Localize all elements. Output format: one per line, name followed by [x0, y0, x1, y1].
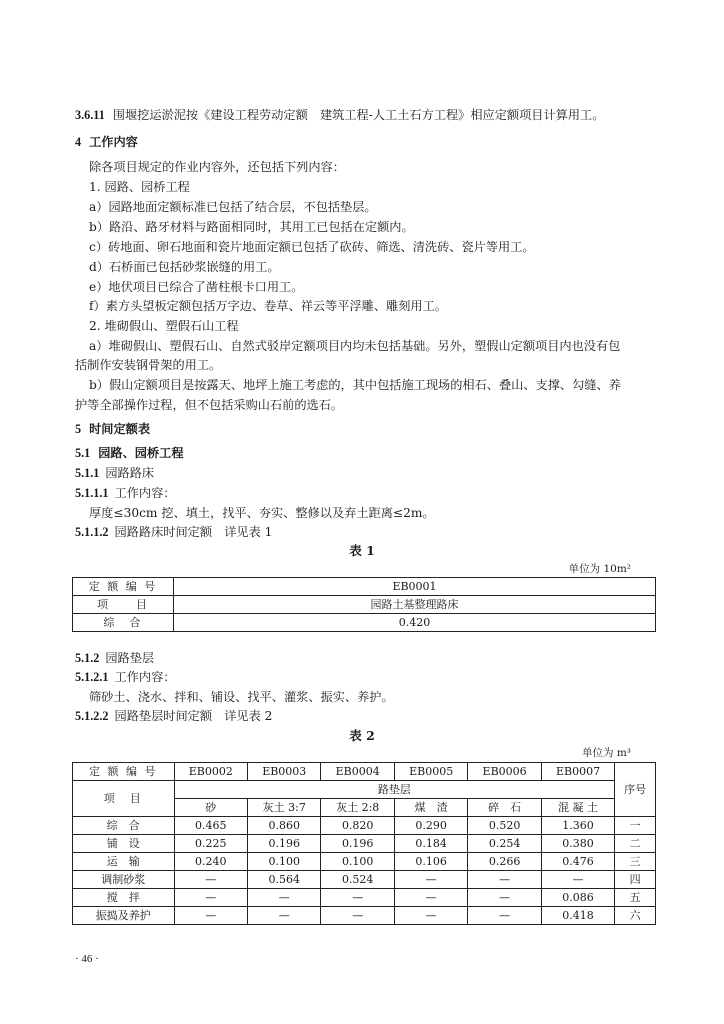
list-item-2a-line2: 括制作安装钢骨架的用工。: [75, 358, 222, 372]
table-row: [73, 853, 656, 871]
cell-value: 0.196: [321, 835, 394, 853]
row-seq: 四: [615, 871, 656, 889]
cell-value: 0.100: [248, 853, 321, 871]
table-2-code: EB0002: [174, 763, 247, 781]
section-title: 园路、园桥工程: [98, 446, 184, 460]
row-seq: 三: [615, 853, 656, 871]
cell-value: 0.465: [174, 817, 247, 835]
cell-value: 0.196: [248, 835, 321, 853]
cell-value: 0.524: [321, 871, 394, 889]
section-5-1-2-2-heading: [75, 708, 272, 724]
cell-value: 0.860: [248, 817, 321, 835]
clause-text: 围堰挖运淤泥按《建设工程劳动定额 建筑工程-人工土石方工程》相应定额项目计算用工。: [112, 108, 605, 122]
list-item-2b-line2: 护等全部操作过程，但不包括采购山石前的选石。: [75, 398, 344, 412]
table-1-caption: 表 1: [349, 543, 375, 558]
list-item-2a-line1: a）堆砌假山、塑假石山、自然式驳岸定额项目内均未包括基础。另外，塑假山定额项目内也没有包: [89, 339, 621, 353]
cell-value: —: [541, 871, 614, 889]
row-label: 搅 拌: [73, 889, 175, 907]
table-2-item-label: 项 目: [73, 781, 175, 817]
section-5-1-2-1-heading: [75, 669, 175, 685]
list-item-2: 2. 堆砌假山、塑假石山工程: [89, 319, 239, 333]
table-row: [73, 871, 656, 889]
section-5-heading: [75, 421, 150, 437]
cell-value: 0.418: [541, 907, 614, 925]
table-1-value: 园路土基整理路床: [174, 596, 656, 614]
cell-value: —: [468, 889, 541, 907]
cell-value: 0.380: [541, 835, 614, 853]
cell-value: 0.290: [394, 817, 467, 835]
section-4-heading: [75, 134, 138, 150]
section-title: 工作内容: [89, 135, 138, 149]
cell-value: —: [174, 907, 247, 925]
section-5-1-1-2-heading: [75, 524, 272, 540]
paragraph-5-1-2-1: 筛砂土、浇水、拌和、铺设、找平、灌浆、振实、养护。: [89, 690, 394, 704]
list-item-1e: e）地伏项目已综合了凿柱根卡口用工。: [89, 280, 304, 294]
table-2-code: EB0005: [394, 763, 467, 781]
clause-number: 3.6.11: [75, 108, 105, 122]
row-label: 综 合: [73, 817, 175, 835]
table-row: [73, 835, 656, 853]
paragraph-5-1-1-1: 厚度≤30cm 挖、填土，找平、夯实、整修以及弃土距离≤2m。: [89, 506, 435, 520]
cell-value: 0.564: [248, 871, 321, 889]
row-seq: 六: [615, 907, 656, 925]
section-5-1-1-heading: [75, 465, 154, 481]
cell-value: —: [394, 889, 467, 907]
table-row: [73, 817, 656, 835]
section-number: 5.1.2: [75, 651, 100, 665]
cell-value: 0.184: [394, 835, 467, 853]
list-item-1f: f）素方头望板定额包括万字边、卷草、祥云等平浮雕、雕刻用工。: [89, 299, 447, 313]
row-label: 调制砂浆: [73, 871, 175, 889]
cell-value: —: [468, 871, 541, 889]
table-2-material: 灰土 2:8: [321, 799, 394, 817]
cell-value: —: [248, 889, 321, 907]
table-row: [73, 614, 656, 632]
table-1-label: 综 合: [73, 614, 174, 632]
row-seq: 五: [615, 889, 656, 907]
table-2: [72, 762, 656, 925]
table-2-material: 砂: [174, 799, 247, 817]
table-row: [73, 889, 656, 907]
table-header-row: [73, 763, 656, 781]
table-row: [73, 578, 656, 596]
list-item-1b: b）路沿、路牙材料与路面相同时，其用工已包括在定额内。: [89, 220, 414, 234]
section-number: 4: [75, 135, 82, 149]
cell-value: 0.266: [468, 853, 541, 871]
table-2-group-label: 路垫层: [174, 781, 615, 799]
section-title: 园路垫层: [105, 651, 155, 665]
section-number: 5.1.1: [75, 466, 100, 480]
section-title: 工作内容：: [114, 486, 176, 500]
clause-3-6-11: [75, 107, 604, 123]
cell-value: —: [174, 889, 247, 907]
section-5-1-1-1-heading: [75, 485, 175, 501]
table-row: [73, 907, 656, 925]
section-number: 5.1: [75, 446, 91, 460]
table-2-caption: 表 2: [349, 728, 375, 743]
cell-value: 0.520: [468, 817, 541, 835]
section-number: 5.1.1.2: [75, 525, 109, 539]
table-1: [72, 577, 656, 632]
table-1-label: 项 目: [73, 596, 174, 614]
table-2-material: 混 凝 土: [541, 799, 614, 817]
table-2-code: EB0006: [468, 763, 541, 781]
row-label: 振捣及养护: [73, 907, 175, 925]
list-item-1a: a）园路地面定额标准已包括了结合层，不包括垫层。: [89, 200, 377, 214]
table-header-row: [73, 781, 656, 799]
cell-value: 0.254: [468, 835, 541, 853]
cell-value: 0.225: [174, 835, 247, 853]
table-2-unit: 单位为 m³: [581, 747, 631, 759]
table-2-body: [73, 817, 656, 925]
row-seq: 二: [615, 835, 656, 853]
table-2-seq-label: 序号: [615, 763, 656, 817]
table-row: [73, 596, 656, 614]
row-label: 运 输: [73, 853, 175, 871]
cell-value: —: [468, 907, 541, 925]
cell-value: —: [394, 871, 467, 889]
table-2-material: 煤 渣: [394, 799, 467, 817]
cell-value: —: [321, 907, 394, 925]
list-item-1d: d）石桥面已包括砂浆嵌缝的用工。: [89, 260, 280, 274]
section-title: 园路路床时间定额 详见表 1: [114, 525, 273, 539]
page-number: · 46 ·: [75, 953, 99, 965]
section-number: 5.1.1.1: [75, 486, 109, 500]
table-1-label: 定 额 编 号: [73, 578, 174, 596]
row-seq: 一: [615, 817, 656, 835]
table-2-code: EB0007: [541, 763, 614, 781]
section-title: 工作内容：: [114, 670, 176, 684]
table-1-value: EB0001: [174, 578, 656, 596]
cell-value: 1.360: [541, 817, 614, 835]
paragraph-intro: 除各项目规定的作业内容外，还包括下列内容：: [89, 160, 345, 174]
cell-value: —: [174, 871, 247, 889]
cell-value: 0.240: [174, 853, 247, 871]
section-title: 园路路床: [105, 466, 155, 480]
list-item-1c: c）砖地面、卵石地面和瓷片地面定额已包括了砍砖、筛选、清洗砖、瓷片等用工。: [89, 240, 535, 254]
section-5-1-2-heading: [75, 650, 154, 666]
table-1-value: 0.420: [174, 614, 656, 632]
table-1-unit: 单位为 10m²: [568, 563, 631, 575]
section-title: 时间定额表: [89, 422, 151, 436]
table-2-code: EB0003: [248, 763, 321, 781]
table-2-code-label: 定 额 编 号: [73, 763, 175, 781]
table-2-material: 碎 石: [468, 799, 541, 817]
list-item-1: 1. 园路、园桥工程: [89, 180, 190, 194]
section-number: 5.1.2.2: [75, 709, 109, 723]
table-2-material: 灰土 3:7: [248, 799, 321, 817]
cell-value: 0.086: [541, 889, 614, 907]
cell-value: 0.106: [394, 853, 467, 871]
cell-value: 0.820: [321, 817, 394, 835]
cell-value: 0.100: [321, 853, 394, 871]
cell-value: 0.476: [541, 853, 614, 871]
section-title: 园路垫层时间定额 详见表 2: [114, 709, 273, 723]
cell-value: —: [321, 889, 394, 907]
row-label: 铺 设: [73, 835, 175, 853]
cell-value: —: [248, 907, 321, 925]
section-5-1-heading: [75, 445, 184, 461]
table-2-code: EB0004: [321, 763, 394, 781]
section-number: 5: [75, 422, 82, 436]
section-number: 5.1.2.1: [75, 670, 109, 684]
cell-value: —: [394, 907, 467, 925]
list-item-2b-line1: b）假山定额项目是按露天、地坪上施工考虑的，其中包括施工现场的相石、叠山、支撑、勾缝、养: [89, 378, 621, 392]
